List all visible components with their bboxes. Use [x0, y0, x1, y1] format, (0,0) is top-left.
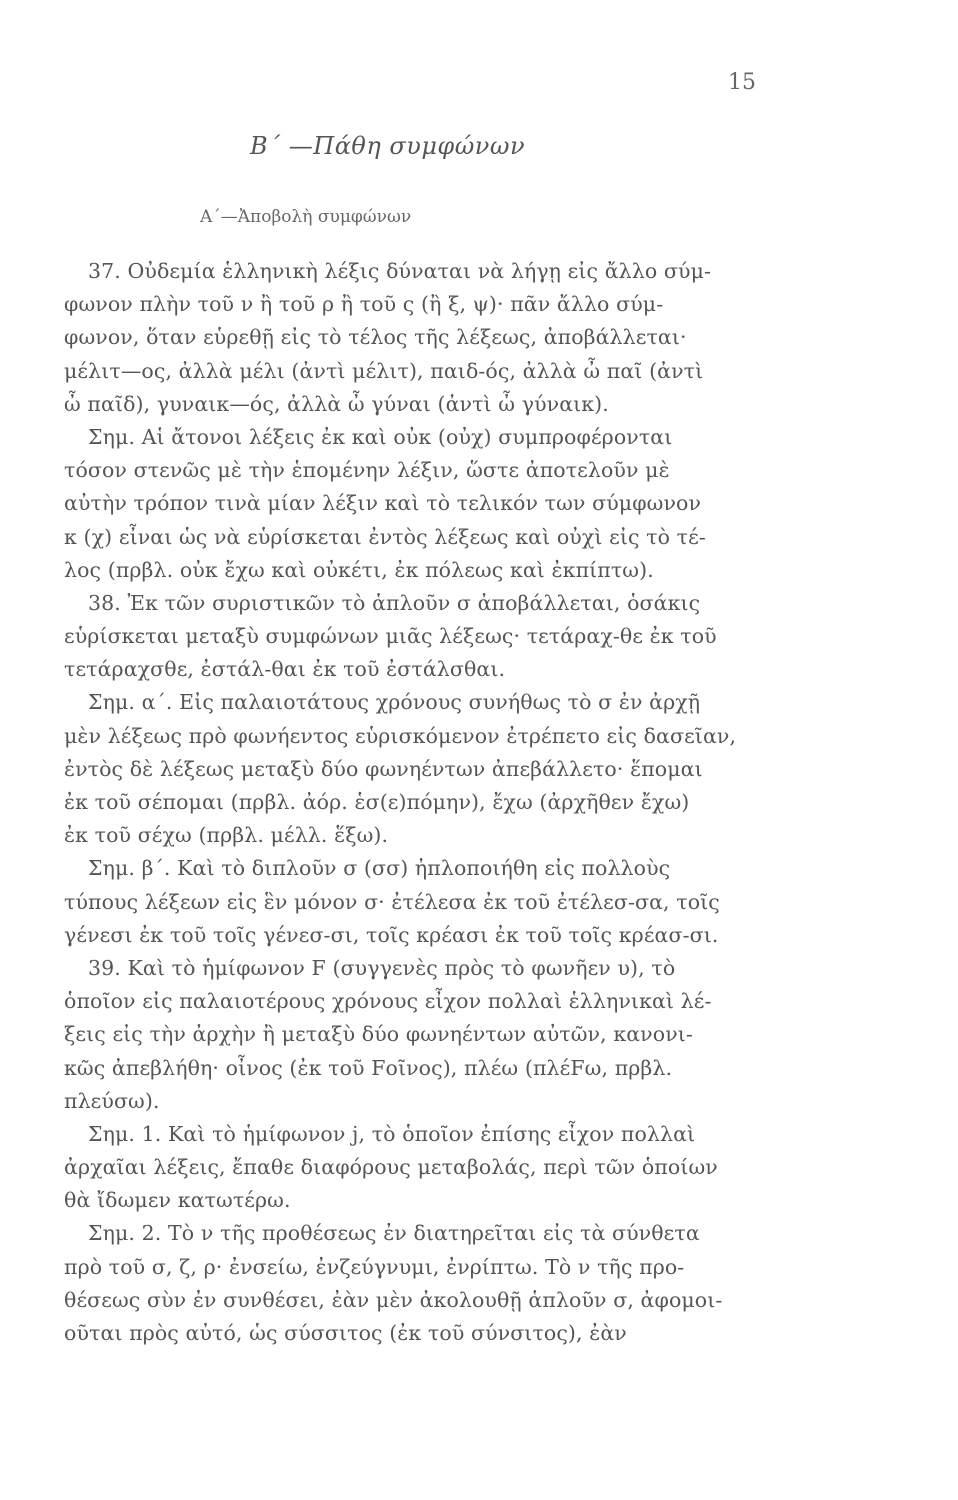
- text-line: ἐκ τοῦ σέπομαι (πρβλ. ἀόρ. ἑσ(ε)πόμην), ἔχω (ἀρχῆθεν ἔχω): [64, 790, 690, 814]
- text-line: 39. Καὶ τὸ ἡμίφωνον F (συγγενὲς πρὸς τὸ φωνῆεν υ), τὸ: [88, 955, 676, 980]
- text-line: ἐκ τοῦ σέχω (πρβλ. μέλλ. ἕξω).: [64, 823, 389, 848]
- text-line: λος (πρβλ. οὐκ ἔχω καὶ οὐκέτι, ἐκ πόλεως καὶ ἐκπίπτω).: [64, 557, 654, 582]
- text-line: κ (χ) εἶναι ὡς νὰ εὑρίσκεται ἐντὸς λέξεως καὶ οὐχὶ εἰς τὸ τέ-: [64, 524, 706, 549]
- text-line: ὦ παῖδ), γυναικ—ός, ἀλλὰ ὦ γύναι (ἀντὶ ὦ γύναικ).: [64, 391, 609, 416]
- text-line: φωνον πλὴν τοῦ ν ἢ τοῦ ρ ἢ τοῦ ς (ἢ ξ, ψ)· πᾶν ἄλλο σύμ-: [64, 292, 664, 317]
- text-line: εὑρίσκεται μεταξὺ συμφώνων μιᾶς λέξεως· τετάραχ-θε ἐκ τοῦ: [64, 624, 717, 649]
- page-number: 15: [728, 70, 756, 95]
- text-line: θὰ ἴδωμεν κατωτέρω.: [64, 1188, 291, 1213]
- text-line: 38. Ἐκ τῶν συριστικῶν τὸ ἁπλοῦν σ ἀποβάλλεται, ὁσάκις: [88, 590, 701, 615]
- text-line: γένεσι ἐκ τοῦ τοῖς γένεσ-σι, τοῖς κρέασι ἐκ τοῦ τοῖς κρέασ-σι.: [64, 922, 719, 947]
- section-title: Α΄—Ἀποβολὴ συμφώνων: [200, 207, 412, 227]
- text-line: Σημ. α΄. Εἰς παλαιοτάτους χρόνους συνήθως τὸ σ ἐν ἀρχῇ: [88, 690, 701, 715]
- text-line: πλεύσω).: [64, 1088, 160, 1113]
- text-line: ἀρχαῖαι λέξεις, ἔπαθε διαφόρους μεταβολάς, περὶ τῶν ὁποίων: [64, 1155, 718, 1180]
- text-line: μὲν λέξεως πρὸ φωνήεντος εὑρισκόμενον ἐτρέπετο εἰς δασεῖαν,: [64, 723, 737, 748]
- text-line: Σημ. 2. Τὸ ν τῆς προθέσεως ἐν διατηρεῖται εἰς τὰ σύνθετα: [88, 1221, 700, 1246]
- text-line: τύπους λέξεων εἰς ἓν μόνον σ· ἐτέλεσα ἐκ τοῦ ἐτέλεσ-σα, τοῖς: [64, 889, 720, 914]
- text-line: κῶς ἀπεβλήθη· οἶνος (ἐκ τοῦ Fοῖνος), πλέω (πλέFω, πρβλ.: [64, 1055, 673, 1080]
- text-line: αὐτὴν τρόπον τινὰ μίαν λέξιν καὶ τὸ τελικόν των σύμφωνον: [64, 491, 702, 516]
- text-line: ἐντὸς δὲ λέξεως μεταξὺ δύο φωνηέντων ἀπεβάλλετο· ἕπομαι: [64, 756, 703, 781]
- text-line: τόσον στενῶς μὲ τὴν ἑπομένην λέξιν, ὥστε ἀποτελοῦν μὲ: [64, 458, 670, 483]
- text-line: Σημ. β΄. Καὶ τὸ διπλοῦν σ (σσ) ἠπλοποιήθη εἰς πολλοὺς: [88, 856, 671, 881]
- text-line: ὁποῖον εἰς παλαιοτέρους χρόνους εἶχον πολλαὶ ἑλληνικαὶ λέ-: [64, 989, 712, 1014]
- text-line: Σημ. Αἱ ἄτονοι λέξεις ἐκ καὶ οὐκ (οὐχ) συμπροφέρονται: [88, 424, 673, 449]
- text-line: φωνον, ὅταν εὑρεθῇ εἰς τὸ τέλος τῆς λέξεως, ἀποβάλλεται·: [64, 325, 687, 350]
- text-line: θέσεως σὺν ἐν συνθέσει, ἐὰν μὲν ἀκολουθῇ ἁπλοῦν σ, ἀφομοι-: [64, 1287, 723, 1312]
- text-line: μέλιτ—ος, ἀλλὰ μέλι (ἀντὶ μέλιτ), παιδ-ός, ἀλλὰ ὦ παῖ (ἀντὶ: [64, 358, 704, 383]
- chapter-title: Β΄ —Πάθη συμφώνων: [250, 132, 526, 160]
- body-text: [64, 255, 804, 1350]
- text-line: Σημ. 1. Καὶ τὸ ἡμίφωνον j, τὸ ὁποῖον ἐπίσης εἶχον πολλαὶ: [88, 1121, 696, 1146]
- text-line: ξεις εἰς τὴν ἀρχὴν ἢ μεταξὺ δύο φωνηέντων αὐτῶν, κανονι-: [64, 1022, 693, 1047]
- text-line: πρὸ τοῦ σ, ζ, ρ· ἐνσείω, ἐνζεύγνυμι, ἐνρίπτω. Τὸ ν τῆς προ-: [64, 1254, 685, 1279]
- text-line: τετάραχσθε, ἐστάλ-θαι ἐκ τοῦ ἐστάλσθαι.: [64, 657, 506, 682]
- text-line: οῦται πρὸς αὐτό, ὡς σύσσιτος (ἐκ τοῦ σύνσιτος), ἐὰν: [64, 1321, 627, 1345]
- text-line: 37. Οὐδεμία ἑλληνικὴ λέξις δύναται νὰ λήγῃ εἰς ἄλλο σύμ-: [88, 259, 712, 283]
